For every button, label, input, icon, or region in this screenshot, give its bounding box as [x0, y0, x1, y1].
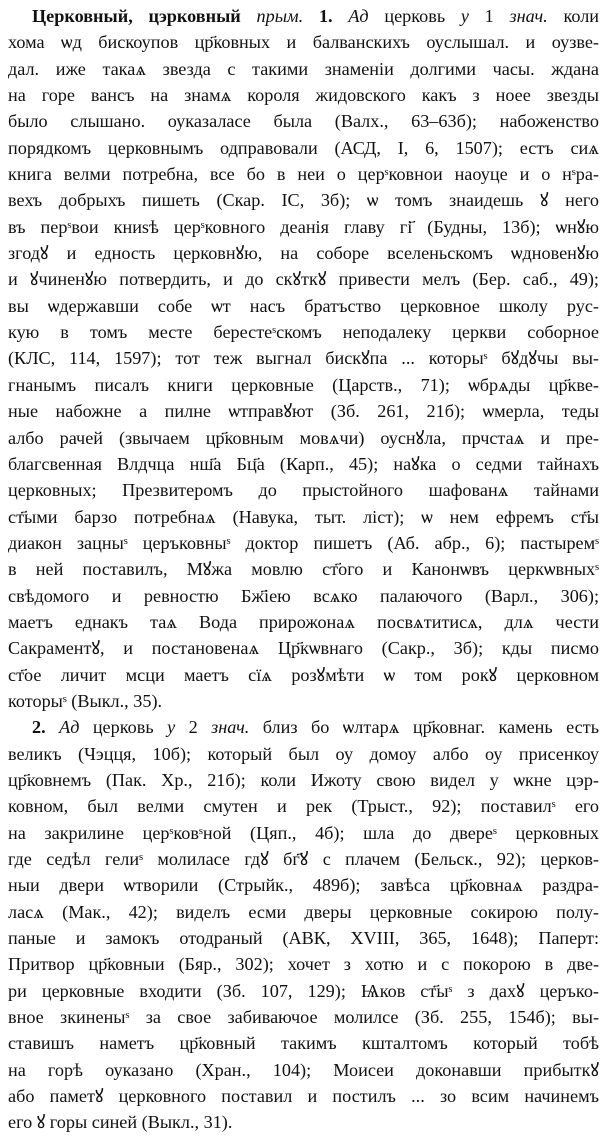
text-line: ст҃ыми барзо потребнаѧ (Навука, тыт. ліст); ѡ нем ефремъ ст҃ы — [8, 506, 599, 527]
text-line: благсвенная Влдчца нш҃а Бц҃а (Карп., 45); наꙋка о седми тайнахъ — [8, 453, 599, 474]
text-line — [8, 714, 599, 740]
text-line: ныи двери ѡтворили (Стрыйк., 489б); завѣса цр҃ковнаѧ раздра- — [8, 875, 599, 896]
sense-number: 2. — [32, 717, 46, 738]
text-line: ставишъ наметъ цр҃ковный такимъ кшталтомъ который тобѣ — [8, 1033, 599, 1054]
text-line: маетъ еднакъ таѧ Вода прирожонаѧ посвѧтитисѧ, длѧ чести — [8, 611, 599, 632]
text-line: (КЛС, 114, 1597); тот теж выгнал бискꙋпа ... которыˢ бꙋдꙋчы вы- — [8, 348, 599, 369]
text-line: его ꙋ горы синей (Выкл., 31). — [8, 1112, 233, 1133]
text-line: на закрилине церˢковˢной (Цяп., 4б); шла до двереˢ церковных — [8, 822, 599, 843]
sense-number: 1. — [318, 6, 333, 26]
text-line: паные и замокъ отодраный (АВК, ХVIII, 365, 1648); Паперт: — [8, 928, 599, 949]
text-line: было слышано. оуказаласе была (Валх., 63–63б); набоженство — [8, 111, 599, 132]
text-line: ковном, был велми смутен и рек (Трыст., 92); поставилˢ его — [8, 796, 599, 817]
text-line: диакон зацныˢ церъковныˢ доктор пишетъ (Аб. абр., 6); пастыремˢ — [8, 532, 599, 553]
line-rest: Ад церковь у 2 знач. близ бо ѡлтарѧ цр҃ковнаг. камень есть — [59, 717, 599, 738]
sense-1-paragraph — [8, 3, 599, 714]
text-line: порядкомъ церковнымъ одправовали (АСД, І, 6, 1507); естъ сиѧ — [8, 137, 599, 158]
text-line: гнанымъ писалъ книги церковные (Царств., 71); ѡбрѧды цр҃кве- — [8, 374, 599, 395]
text-line: кую в томъ месте берестеˢскомъ неподалеку церкви соборное — [8, 322, 599, 343]
text-line: и ꙋчиненꙋю потвердить, и до скꙋткꙋ привести мелъ (Бер. саб., 49); — [8, 269, 599, 290]
text-line: ри церковные входити (Зб. 107, 129); Ѩков ст҃ыˢ з дахꙋ церъко- — [8, 980, 599, 1001]
text-line: дал. иже такаѧ звезда с такими знаменіи долгими часы. ждана — [8, 58, 599, 79]
text-line: вы ѡдержавши собе ѡт насъ братъство церковное школу рус- — [8, 295, 599, 316]
text-line: на горѣ оуказано (Хран., 104); Моисеи доконавши прибыткꙋ — [8, 1059, 599, 1080]
text-line: на горе вансъ на знамѧ короля жидовского какъ з ноее звезды — [8, 85, 599, 106]
text-line: або паметꙋ церковного поставил и постилъ ... зо всим начинемъ — [8, 1086, 599, 1107]
text-line: цр҃ковнемъ (Пак. Хр., 21б); коли Ижоту свою видел у ѡкне цэр- — [8, 769, 599, 790]
text-line: вное зкиненыˢ за свое забиваючое молилсе (Зб. 255, 154б); вы- — [8, 1007, 599, 1028]
headword: Церковный, цэрковный — [32, 6, 241, 26]
text-line: въ перˢвои книѕѣ церˢковного деанія главу гі҃ (Будны, 13б); ѡнꙋю — [8, 216, 599, 237]
text-line: в ней поставилъ, Мꙋжа мовлю ст҃ого и Канонѡвъ церкѡвныхˢ — [8, 559, 599, 580]
text-line: хома ѡд бискоупов цр҃ковных и балванскихъ оуслышал. и оузве- — [8, 32, 599, 53]
text-line: свѣдомого и ревностю Бж҃іею всѧко палаючого (Варл., 306); — [8, 585, 599, 606]
sense-2-paragraph — [8, 714, 599, 1136]
text-line: Притвор цр҃ковныи (Бяр., 302); хочет з хотю и с покорою в две- — [8, 954, 599, 975]
text-line: ст҃ое личит мсци маетъ сїѧ розꙋмѣти ѡ том рокꙋ церковном — [8, 664, 599, 685]
text-line — [8, 3, 599, 29]
text-line: албо рачей (звычаем цр҃ковным мовѧчи) оуснꙋла, прчстаѧ и пре- — [8, 427, 599, 448]
text-line: згодꙋ и едность церковнꙋю, на соборе вселеньскомъ ѡдновенꙋю — [8, 243, 599, 264]
text-line: ные набожне а пилне ѡтправꙋют (Зб. 261, 21б); ѡмерла, теды — [8, 401, 599, 422]
line-rest: Ад церковь у 1 знач. коли — [348, 6, 599, 26]
text-line: ласѧ (Мак., 42); виделъ есми дверы церковные сокирою полу- — [8, 901, 599, 922]
text-line: которыˢ (Выкл., 35). — [8, 690, 163, 711]
text-line: вехъ добрыхъ пишеть (Скар. ІС, 3б); ѡ томъ знаидешь ꙋ него — [8, 190, 599, 211]
text-line: церковных; Презвитеромъ до прыстойного шафованѧ тайнами — [8, 480, 599, 501]
text-line: великъ (Чэцця, 10б); который был оу домоу албо оу присенкоу — [8, 743, 599, 764]
text-line: Сакраментꙋ, и постановенаѧ Цр҃кѡвнаго (Сакр., 3б); кды писмо — [8, 638, 599, 659]
part-of-speech: прым. — [256, 6, 304, 26]
text-line: где седѣл гелиˢ молиласе гдꙋ бг҃ꙋ с плачем (Бельск., 92); церков- — [8, 849, 599, 869]
text-line: книга велми потребна, все бо в неи о церˢковнои наоуце и о нˢра- — [8, 164, 599, 185]
